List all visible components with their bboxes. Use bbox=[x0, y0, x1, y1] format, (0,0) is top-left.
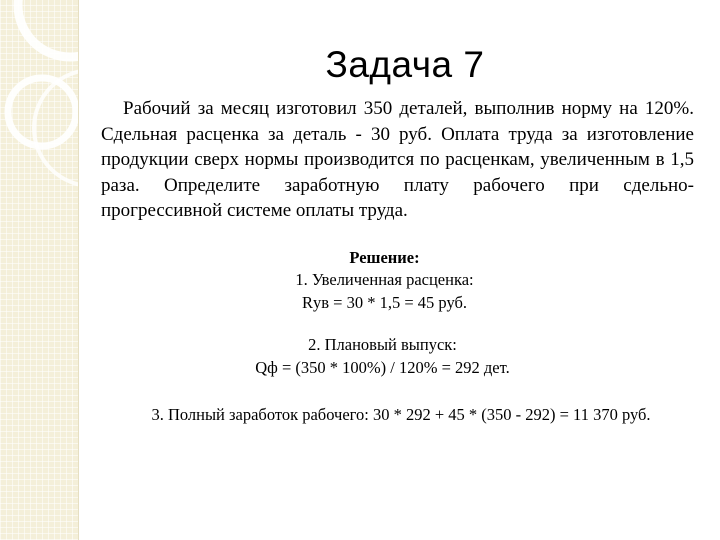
slide-title: Задача 7 bbox=[325, 44, 485, 85]
step1-title: 1. Увеличенная расценка: bbox=[295, 270, 474, 289]
step1-formula: Rув = 30 * 1,5 = 45 руб. bbox=[302, 293, 467, 312]
step2-title: 2. Плановый выпуск: bbox=[308, 335, 457, 354]
solution-heading: Решение: bbox=[349, 248, 420, 267]
step3-total: 3. Полный заработок рабочего: 30 * 292 + 45 * (350 - 292) = 11 370 руб. bbox=[151, 405, 651, 424]
problem-statement: Рабочий за месяц изготовил 350 деталей, выполнив норму на 120%. Сдельная расценка за деталь - 30 руб. Оплата труда за изготовление продукции сверх нормы производится по расценкам, увеличенным в 1,5 раза. Определите заработную плату рабочего при сдельно-прогрессивной системе оплаты труда. bbox=[101, 98, 694, 221]
step2-formula: Qф = (350 * 100%) / 120% = 292 дет. bbox=[255, 358, 510, 377]
